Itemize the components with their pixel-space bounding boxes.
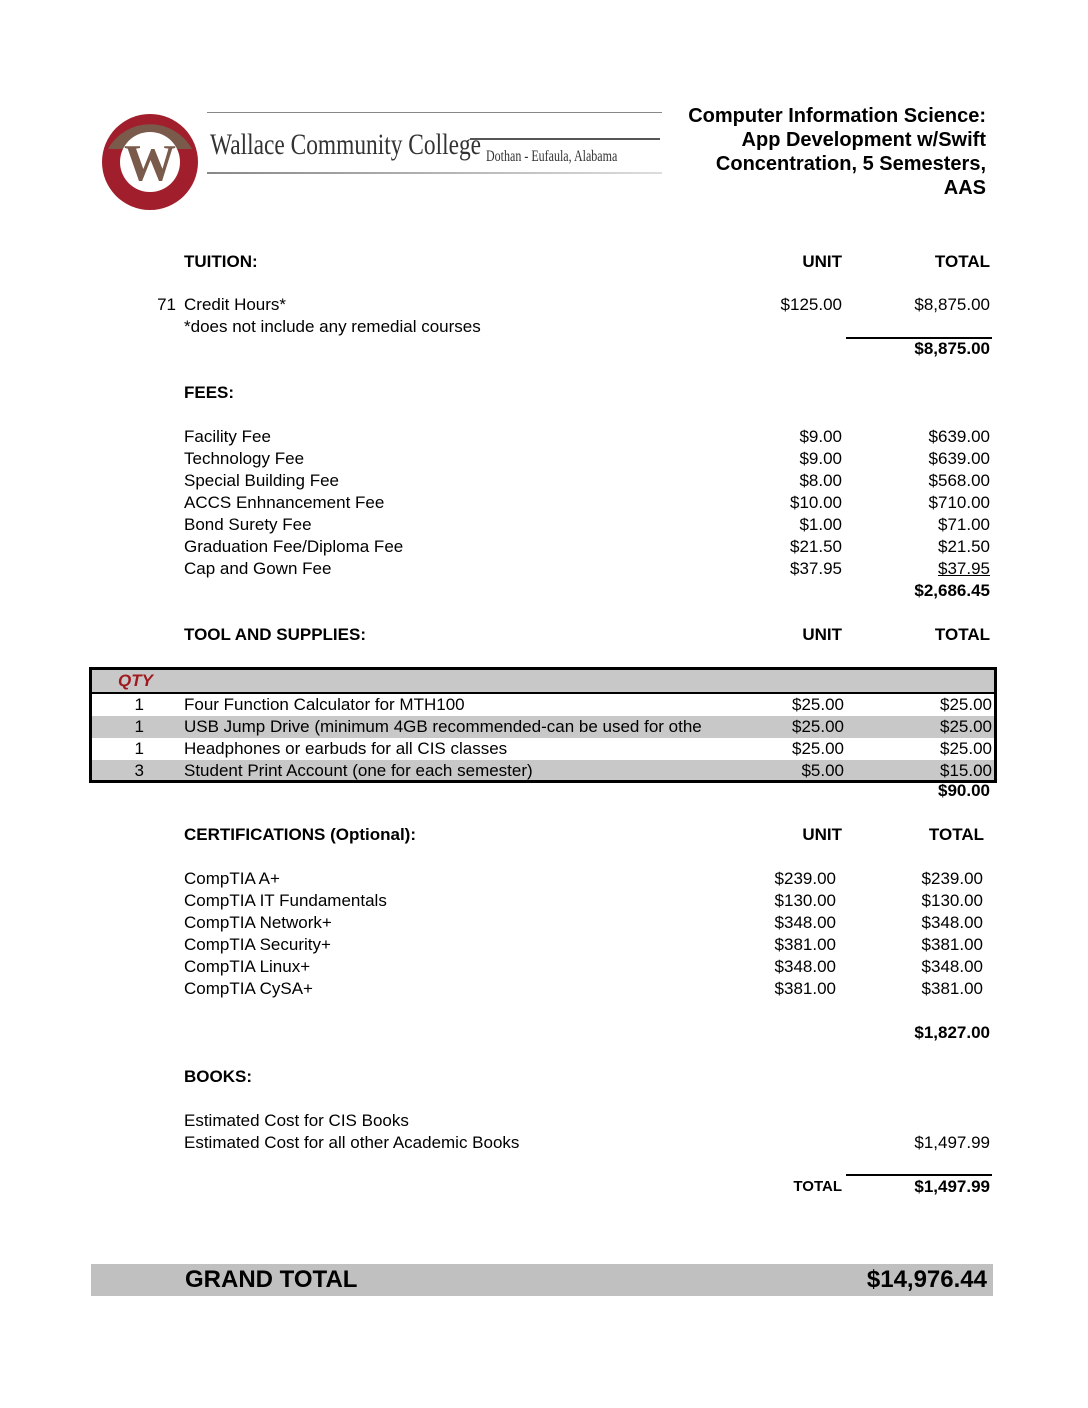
cert-total: $348.00 bbox=[921, 913, 983, 932]
cert-total: $348.00 bbox=[921, 957, 983, 976]
cert-row bbox=[0, 934, 1088, 956]
fee-row bbox=[0, 514, 1088, 536]
supplies-subtotal: $90.00 bbox=[938, 781, 990, 800]
cert-row bbox=[0, 890, 1088, 912]
fee-row bbox=[0, 558, 1088, 580]
fees-subtotal: $2,686.45 bbox=[914, 581, 990, 600]
fee-total: $639.00 bbox=[928, 449, 990, 468]
supply-qty: 1 bbox=[134, 717, 144, 736]
tuition-heading: TUITION: bbox=[184, 252, 258, 271]
cert-name: CompTIA Network+ bbox=[184, 913, 332, 932]
tuition-item: Credit Hours* bbox=[184, 295, 287, 314]
certifications-heading: CERTIFICATIONS (Optional): bbox=[184, 825, 416, 844]
fee-row bbox=[0, 492, 1088, 514]
cert-unit: $381.00 bbox=[774, 979, 836, 998]
supply-unit: $25.00 bbox=[792, 717, 844, 736]
supply-total: $25.00 bbox=[940, 739, 992, 758]
college-location: Dothan - Eufaula, Alabama bbox=[486, 148, 618, 165]
fee-row bbox=[0, 448, 1088, 470]
books-total-label: TOTAL bbox=[793, 1178, 842, 1195]
supply-row bbox=[92, 760, 994, 780]
program-title: Computer Information Science: App Development w/Swift Concentration, 5 Semesters, AAS bbox=[688, 105, 986, 199]
fee-row bbox=[0, 426, 1088, 448]
tuition-total-header: TOTAL bbox=[934, 252, 990, 271]
college-name: Wallace Community College bbox=[210, 128, 482, 161]
supplies-unit-header: UNIT bbox=[802, 625, 842, 644]
supply-unit: $5.00 bbox=[801, 761, 844, 780]
books-other-row bbox=[0, 1132, 1088, 1154]
cert-total: $130.00 bbox=[921, 891, 983, 910]
supply-row bbox=[92, 716, 994, 738]
cert-unit: $130.00 bbox=[774, 891, 836, 910]
cert-total: $381.00 bbox=[921, 979, 983, 998]
supply-name: Headphones or earbuds for all CIS classes bbox=[184, 739, 508, 758]
supply-unit: $25.00 bbox=[792, 739, 844, 758]
supply-unit: $25.00 bbox=[792, 695, 844, 714]
cert-total: $239.00 bbox=[921, 869, 983, 888]
fee-row bbox=[0, 470, 1088, 492]
supply-total: $25.00 bbox=[940, 695, 992, 714]
fee-name: ACCS Enhnancement Fee bbox=[184, 493, 385, 512]
fee-name: Technology Fee bbox=[184, 449, 305, 468]
fee-unit: $37.95 bbox=[790, 559, 842, 578]
cert-unit: $348.00 bbox=[774, 913, 836, 932]
qty-header: QTY bbox=[118, 671, 153, 690]
supplies-total-header: TOTAL bbox=[934, 625, 990, 644]
fee-name: Facility Fee bbox=[184, 427, 271, 446]
supplies-heading: TOOL AND SUPPLIES: bbox=[184, 625, 366, 644]
tuition-note: *does not include any remedial courses bbox=[184, 317, 481, 336]
books-other-label: Estimated Cost for all other Academic Books bbox=[184, 1133, 520, 1152]
college-seal-icon bbox=[100, 104, 200, 216]
cert-row bbox=[0, 956, 1088, 978]
supply-name: Four Function Calculator for MTH100 bbox=[184, 695, 465, 714]
logo-letter: W bbox=[124, 135, 176, 192]
fee-unit: $21.50 bbox=[790, 537, 842, 556]
certifications-subtotal: $1,827.00 bbox=[914, 1023, 990, 1042]
certifications-unit-header: UNIT bbox=[802, 825, 842, 844]
fee-unit: $8.00 bbox=[799, 471, 842, 490]
supply-qty: 1 bbox=[134, 739, 144, 758]
fee-name: Bond Surety Fee bbox=[184, 515, 312, 534]
cert-total: $381.00 bbox=[921, 935, 983, 954]
fee-total: $37.95 bbox=[938, 559, 990, 578]
cert-name: CompTIA Security+ bbox=[184, 935, 331, 954]
fee-name: Graduation Fee/Diploma Fee bbox=[184, 537, 404, 556]
tuition-unit: $125.00 bbox=[780, 295, 842, 314]
fee-total: $639.00 bbox=[928, 427, 990, 446]
fee-name: Special Building Fee bbox=[184, 471, 339, 490]
fee-total: $710.00 bbox=[928, 493, 990, 512]
tuition-total: $8,875.00 bbox=[914, 295, 990, 314]
grand-total-label: GRAND TOTAL bbox=[185, 1266, 358, 1293]
fee-unit: $10.00 bbox=[790, 493, 842, 512]
supply-qty: 3 bbox=[134, 761, 144, 780]
tuition-unit-header: UNIT bbox=[802, 252, 842, 271]
cert-row bbox=[0, 912, 1088, 934]
grand-total-bar bbox=[91, 1264, 993, 1296]
fee-total: $21.50 bbox=[938, 537, 990, 556]
tuition-qty: 71 bbox=[157, 295, 176, 314]
cert-name: CompTIA Linux+ bbox=[184, 957, 311, 976]
books-total: $1,497.99 bbox=[914, 1177, 990, 1196]
supply-total: $25.00 bbox=[940, 717, 992, 736]
cert-name: CompTIA A+ bbox=[184, 869, 280, 888]
cert-name: CompTIA IT Fundamentals bbox=[184, 891, 387, 910]
supply-total: $15.00 bbox=[940, 761, 992, 780]
fee-unit: $1.00 bbox=[799, 515, 842, 534]
tuition-row bbox=[0, 294, 1088, 316]
supply-row bbox=[92, 694, 994, 716]
cert-unit: $239.00 bbox=[774, 869, 836, 888]
supply-name: Student Print Account (one for each semester) bbox=[184, 761, 533, 780]
fee-total: $71.00 bbox=[938, 515, 990, 534]
supply-name: USB Jump Drive (minimum 4GB recommended-can be used for othe bbox=[184, 717, 702, 736]
books-cis-label: Estimated Cost for CIS Books bbox=[184, 1111, 409, 1130]
books-other-total: $1,497.99 bbox=[914, 1133, 990, 1152]
supply-row bbox=[92, 738, 994, 760]
books-heading: BOOKS: bbox=[184, 1067, 252, 1086]
supplies-table bbox=[89, 667, 997, 783]
cert-name: CompTIA CySA+ bbox=[184, 979, 313, 998]
cert-row bbox=[0, 978, 1088, 1000]
fee-name: Cap and Gown Fee bbox=[184, 559, 332, 578]
supply-qty: 1 bbox=[134, 695, 144, 714]
certifications-total-header: TOTAL bbox=[928, 825, 984, 844]
fee-row bbox=[0, 536, 1088, 558]
tuition-subtotal: $8,875.00 bbox=[914, 339, 990, 358]
fee-unit: $9.00 bbox=[799, 427, 842, 446]
supplies-header-row bbox=[92, 670, 994, 694]
cert-unit: $348.00 bbox=[774, 957, 836, 976]
grand-total-value: $14,976.44 bbox=[866, 1266, 987, 1293]
cert-unit: $381.00 bbox=[774, 935, 836, 954]
cert-row bbox=[0, 868, 1088, 890]
fees-heading: FEES: bbox=[184, 383, 235, 402]
fee-unit: $9.00 bbox=[799, 449, 842, 468]
college-logo bbox=[100, 104, 660, 216]
fee-total: $568.00 bbox=[928, 471, 990, 490]
